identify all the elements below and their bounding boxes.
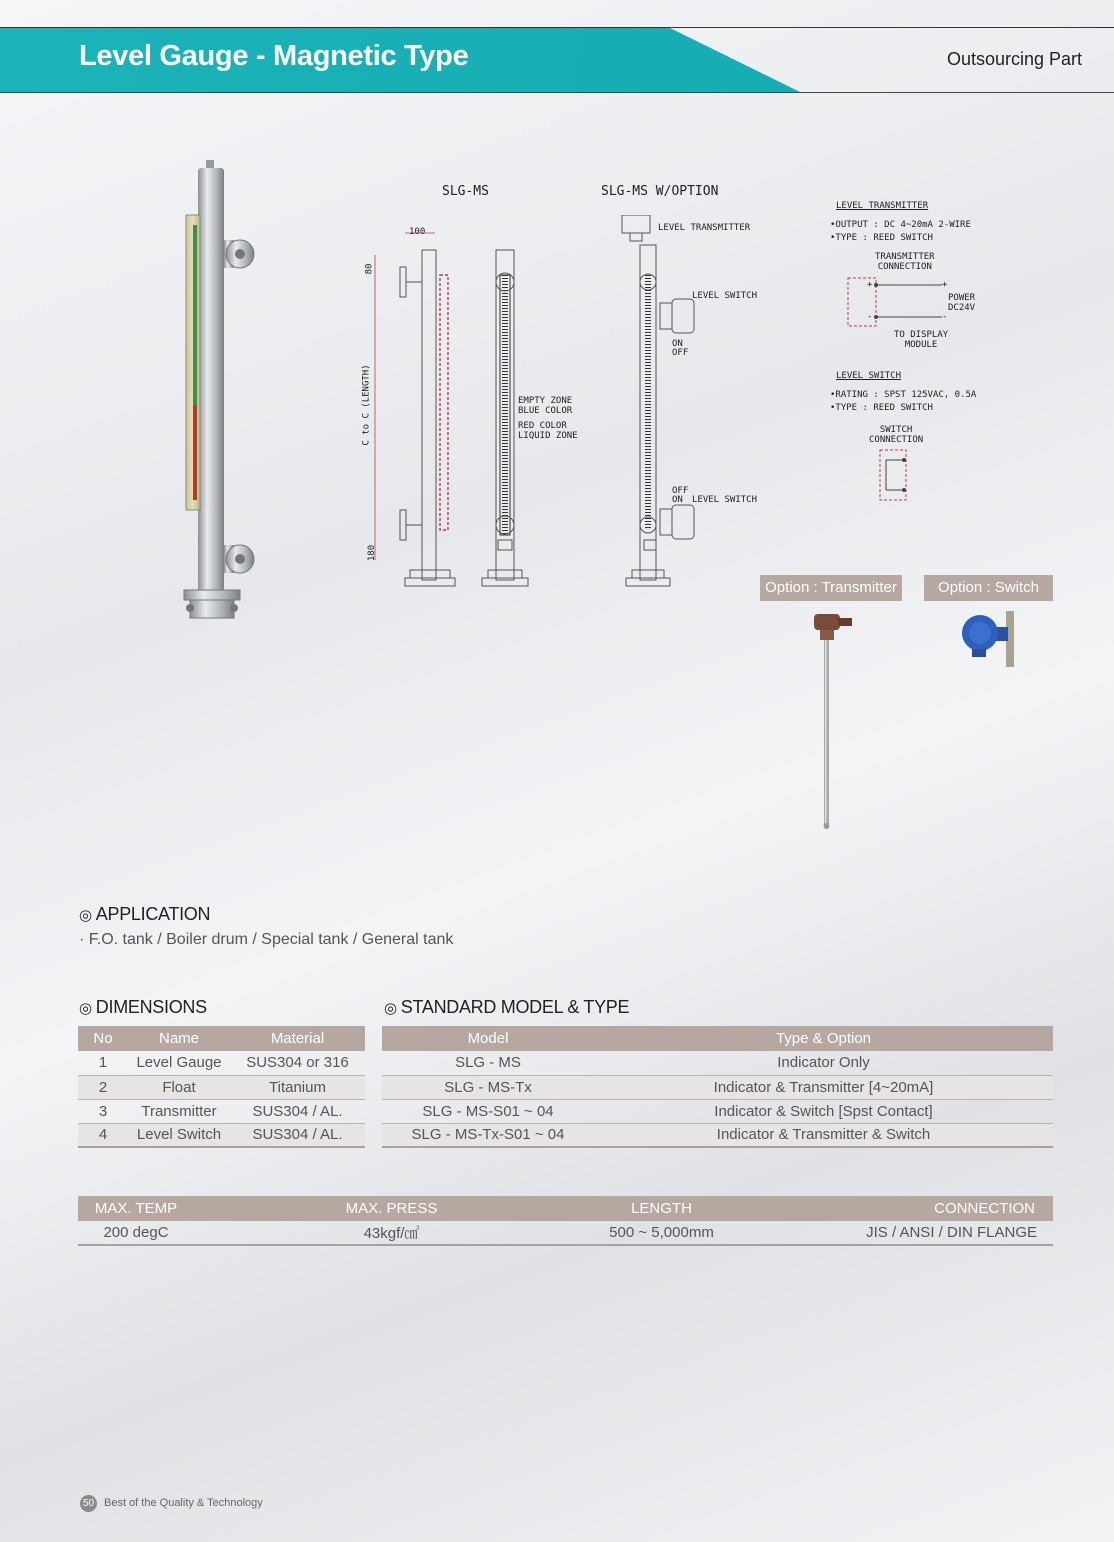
level-transmitter-label: LEVEL TRANSMITTER	[658, 223, 751, 233]
table-row	[78, 1123, 365, 1147]
table-header-row	[78, 1026, 365, 1051]
table-cell: SUS304 / AL.	[230, 1099, 365, 1123]
switch-photo	[958, 607, 1018, 669]
table-row	[382, 1123, 1053, 1147]
table-row	[382, 1051, 1053, 1075]
switch-rating: •RATING : SPST 125VAC, 0.5A	[830, 390, 977, 400]
table-cell: SLG - MS-S01 ~ 04	[382, 1099, 594, 1123]
table-row	[78, 1075, 365, 1099]
table-cell: Level Gauge	[128, 1051, 230, 1075]
column-header: Material	[230, 1026, 365, 1051]
dim-180-label: 180	[367, 544, 378, 562]
application-heading: ◎ APPLICATION	[79, 904, 211, 924]
column-header: MAX. TEMP	[78, 1196, 194, 1221]
switch-type: •TYPE : REED SWITCH	[830, 403, 933, 413]
level-switch-bottom-label: LEVEL SWITCH	[692, 495, 758, 505]
transmitter-photo	[808, 610, 858, 832]
table-row	[78, 1099, 365, 1123]
table-cell: Indicator & Switch [Spst Contact]	[594, 1099, 1053, 1123]
column-header: LENGTH	[589, 1196, 734, 1221]
header-rule-top	[0, 27, 1114, 28]
table-cell: 1	[78, 1051, 128, 1075]
transmitter-connection-label: TRANSMITTER CONNECTION	[875, 252, 935, 272]
minus-sign-right: -	[942, 312, 948, 322]
option-switch-badge: Option : Switch	[924, 575, 1053, 601]
dimensions-table	[78, 1026, 365, 1148]
table-cell: SUS304 / AL.	[230, 1123, 365, 1147]
table-cell: 4	[78, 1123, 128, 1147]
section-label: Outsourcing Part	[946, 49, 1082, 69]
on-label-bottom: ON	[672, 495, 683, 505]
table-cell: Float	[128, 1075, 230, 1099]
table-cell: SLG - MS-Tx-S01 ~ 04	[382, 1123, 594, 1147]
minus-sign-left: -	[867, 312, 873, 322]
transmitter-output: •OUTPUT : DC 4~20mA 2-WIRE	[830, 220, 971, 230]
power-label: POWER DC24V	[948, 293, 976, 313]
models-table	[382, 1026, 1053, 1148]
switch-wiring	[878, 448, 912, 502]
table-cell: Level Switch	[128, 1123, 230, 1147]
drawing-title-slg-ms: SLG-MS	[442, 184, 489, 199]
table-header-row	[382, 1026, 1053, 1051]
switch-connection-label: SWITCH CONNECTION	[869, 425, 924, 445]
table-row	[78, 1221, 1053, 1245]
option-transmitter-badge: Option : Transmitter	[760, 575, 902, 601]
dim-80-label: 80	[364, 263, 375, 275]
table-cell: Indicator & Transmitter & Switch	[594, 1123, 1053, 1147]
table-row	[78, 1051, 365, 1075]
table-cell: SLG - MS-Tx	[382, 1075, 594, 1099]
table-cell: JIS / ANSI / DIN FLANGE	[734, 1221, 1053, 1245]
level-gauge-photo	[180, 160, 260, 625]
plus-sign-right: +	[942, 280, 948, 290]
page-number: 50	[80, 1495, 97, 1512]
table-cell: 200 degC	[78, 1221, 194, 1245]
table-header-row	[78, 1196, 1053, 1221]
table-row	[382, 1075, 1053, 1099]
column-header: Type & Option	[594, 1026, 1053, 1051]
liquid-zone-label: RED COLOR LIQUID ZONE	[518, 421, 578, 441]
off-label: OFF	[672, 348, 689, 358]
transmitter-type: •TYPE : REED SWITCH	[830, 233, 933, 243]
header-rule-bottom	[0, 92, 1114, 93]
transmitter-wiring	[846, 276, 956, 331]
table-cell: 43kgf/㎠	[194, 1221, 589, 1245]
drawing-title-slg-ms-option: SLG-MS W/OPTION	[601, 184, 719, 199]
circle-bullet-icon: ◎	[79, 1000, 92, 1017]
transmitter-spec-title: LEVEL TRANSMITTER	[836, 201, 929, 211]
column-header: MAX. PRESS	[194, 1196, 589, 1221]
table-cell: 3	[78, 1099, 128, 1123]
column-header: Model	[382, 1026, 594, 1051]
level-switch-top-label: LEVEL SWITCH	[692, 291, 758, 301]
dim-100-label: 100	[409, 227, 426, 237]
column-header: Name	[128, 1026, 230, 1051]
on-label: ON	[672, 339, 683, 349]
empty-zone-label: EMPTY ZONE BLUE COLOR	[518, 396, 573, 416]
table-cell: Indicator Only	[594, 1051, 1053, 1075]
table-cell: Indicator & Transmitter [4~20mA]	[594, 1075, 1053, 1099]
models-heading: ◎ STANDARD MODEL & TYPE	[384, 997, 630, 1017]
table-cell: 500 ~ 5,000mm	[589, 1221, 734, 1245]
ratings-table	[78, 1196, 1053, 1246]
table-cell: SUS304 or 316	[230, 1051, 365, 1075]
plus-sign-left: +	[867, 280, 873, 290]
off-label-bottom: OFF	[672, 486, 689, 496]
switch-spec-title: LEVEL SWITCH	[836, 371, 902, 381]
table-cell: Titanium	[230, 1075, 365, 1099]
table-cell: Transmitter	[128, 1099, 230, 1123]
table-cell: SLG - MS	[382, 1051, 594, 1075]
to-display-label: TO DISPLAY MODULE	[894, 330, 949, 350]
dim-length-label: C to C (LENGTH)	[361, 364, 372, 446]
footer-tagline: Best of the Quality & Technology	[104, 1497, 263, 1509]
column-header: No	[78, 1026, 128, 1051]
table-row	[382, 1099, 1053, 1123]
application-text: · F.O. tank / Boiler drum / Special tank / General tank	[79, 931, 454, 948]
page-title: Level Gauge - Magnetic Type	[79, 40, 469, 72]
table-cell: 2	[78, 1075, 128, 1099]
column-header: CONNECTION	[734, 1196, 1053, 1221]
dimensions-heading: ◎ DIMENSIONS	[79, 997, 207, 1017]
circle-bullet-icon: ◎	[384, 1000, 397, 1017]
circle-bullet-icon: ◎	[79, 907, 92, 924]
